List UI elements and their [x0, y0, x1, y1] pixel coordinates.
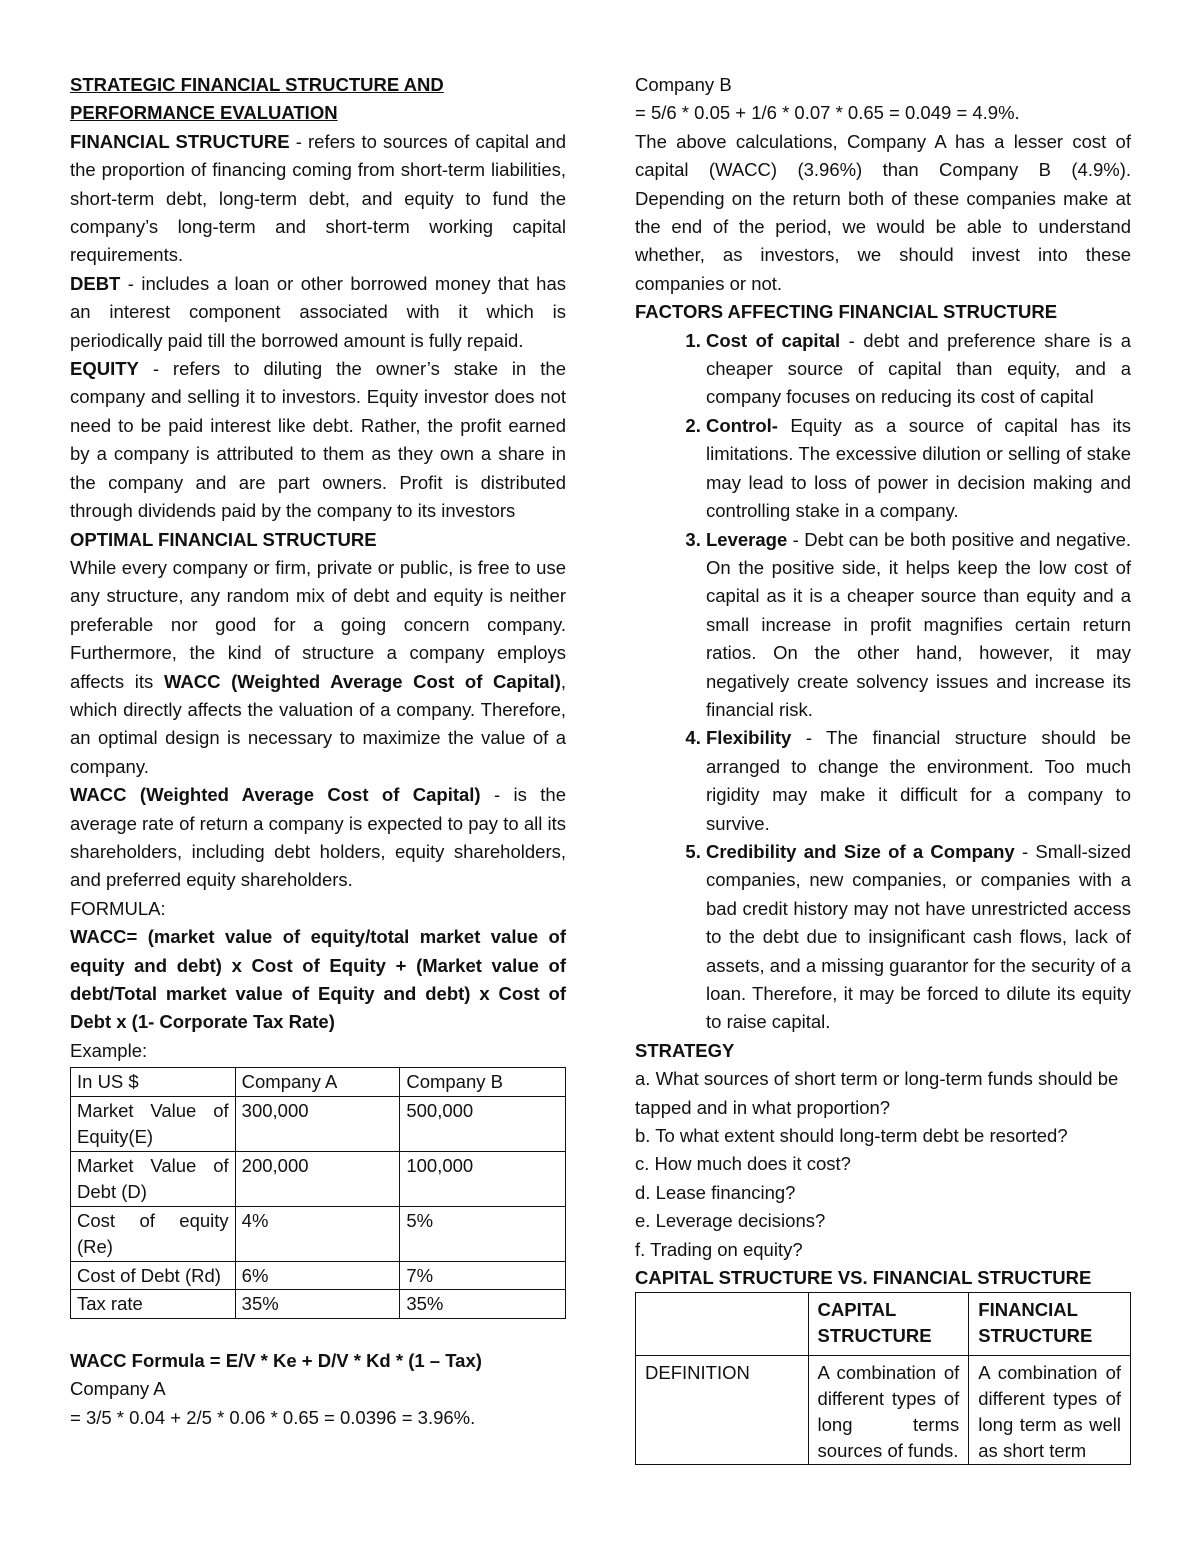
strategy-item: e. Leverage decisions? — [635, 1210, 826, 1232]
table-header-cell: In US $ — [71, 1068, 236, 1097]
strategy-item: a. What sources of short term or long-term funds should be tapped and in what proportion? — [635, 1068, 1119, 1118]
formula-label: FORMULA: — [70, 897, 166, 919]
table-cell: 5% — [400, 1206, 566, 1261]
table-cell: Tax rate — [71, 1290, 236, 1319]
equity-definition — [70, 355, 566, 525]
document-title-line2: PERFORMANCE EVALUATION — [70, 102, 338, 124]
factor-text: - debt and preference share is a cheaper source of capital than equity, and a company focuses on reducing its cost of capital — [706, 329, 1131, 408]
wacc-formula-short: WACC Formula = E/V * Ke + D/V * Kd * (1 – Tax) — [70, 1349, 482, 1371]
table-row — [71, 1261, 566, 1290]
table-cell: DEFINITION — [636, 1356, 809, 1465]
financial-structure-term: FINANCIAL STRUCTURE — [70, 130, 290, 152]
optimal-structure-text-2: , which directly affects the valuation of a company. Therefore, an optimal design is necessary to maximize the value of a company. — [70, 670, 566, 777]
factor-term: Cost of capital — [706, 329, 841, 351]
factor-term: Flexibility — [706, 727, 792, 749]
factors-heading: FACTORS AFFECTING FINANCIAL STRUCTURE — [635, 301, 1058, 323]
table-header-cell — [636, 1293, 809, 1356]
company-a-calculation: = 3/5 * 0.04 + 2/5 * 0.06 * 0.65 = 0.0396 = 3.96%. — [70, 1406, 476, 1428]
strategy-item: c. How much does it cost? — [635, 1153, 851, 1175]
table-cell: 4% — [235, 1206, 400, 1261]
comparison-conclusion: The above calculations, Company A has a lesser cost of capital (WACC) (3.96%) than Company B (4.9%). Depending on the return both of these companies make at the end of the period, we would be able to understand whether, as investors, we should invest into these companies or not. — [635, 130, 1131, 294]
factors-list — [635, 327, 1131, 1037]
table-cell: 7% — [400, 1261, 566, 1290]
factor-term: Leverage — [706, 528, 788, 550]
optimal-structure-paragraph — [70, 554, 566, 781]
table-cell: A combination of different types of long term as well as short term — [969, 1356, 1131, 1465]
company-b-calculation: = 5/6 * 0.05 + 1/6 * 0.07 * 0.65 = 0.049 = 4.9%. — [635, 102, 1020, 124]
table-header-cell: FINANCIAL STRUCTURE — [969, 1293, 1131, 1356]
optimal-structure-text-1: While every company or firm, private or public, is free to use any structure, any random mix of debt and equity is neither preferable nor good for a going concern company. Furthermore, the kind of structure a company employs affects its — [70, 556, 566, 692]
strategy-item: d. Lease financing? — [635, 1181, 796, 1203]
table-cell: 35% — [235, 1290, 400, 1319]
table-cell: 300,000 — [235, 1096, 400, 1151]
optimal-structure-heading: OPTIMAL FINANCIAL STRUCTURE — [70, 528, 377, 550]
table-cell: 200,000 — [235, 1151, 400, 1206]
list-item — [706, 412, 1131, 526]
example-label: Example: — [70, 1039, 148, 1061]
table-row — [71, 1206, 566, 1261]
table-row — [636, 1356, 1131, 1465]
right-column — [635, 71, 1131, 1465]
table-cell: 35% — [400, 1290, 566, 1319]
wacc-text: - is the average rate of return a company is expected to pay to all its shareholders, including debt holders, equity shareholders, and preferred equity shareholders. — [70, 784, 566, 891]
strategy-item: f. Trading on equity? — [635, 1238, 803, 1260]
document-title-line1: STRATEGIC FINANCIAL STRUCTURE AND — [70, 74, 444, 95]
table-header-cell: Company A — [235, 1068, 400, 1097]
table-cell: A combination of different types of long terms sources of funds. — [808, 1356, 969, 1465]
list-item — [706, 724, 1131, 838]
table-header-cell: Company B — [400, 1068, 566, 1097]
table-cell: Cost of Debt (Rd) — [71, 1261, 236, 1290]
table-cell: Cost of equity (Re) — [71, 1206, 236, 1261]
list-item — [706, 526, 1131, 725]
optimal-structure-wacc-bold: WACC (Weighted Average Cost of Capital) — [163, 670, 561, 692]
list-item — [706, 327, 1131, 412]
strategy-item: b. To what extent should long-term debt be resorted? — [635, 1125, 1068, 1147]
table-row — [71, 1151, 566, 1206]
table-cell: 6% — [235, 1261, 400, 1290]
company-b-label: Company B — [635, 74, 732, 95]
factor-text: Equity as a source of capital has its limitations. The excessive dilution or selling of stake may lead to loss of power in decision making and controlling stake in a company. — [706, 414, 1131, 522]
example-table — [70, 1067, 566, 1319]
factor-text: - Debt can be both positive and negative. On the positive side, it helps keep the low cost of capital as it is a cheaper source than equity and a small increase in profit magnifies certain return ratios. On the other hand, however, it may negatively create solvency issues and increase its financial risk. — [706, 528, 1131, 720]
comparison-heading: CAPITAL STRUCTURE VS. FINANCIAL STRUCTURE — [635, 1267, 1092, 1289]
debt-text: - includes a loan or other borrowed money that has an interest component associated with it which is periodically paid till the borrowed amount is fully repaid. — [70, 272, 566, 351]
equity-text: - refers to diluting the owner’s stake in the company and selling it to investors. Equity investor does not need to be paid interest like debt. Rather, the profit earned by a company is attributed to them as they own a share in the company and are part owners. Profit is distributed through dividends paid by the company to its investors — [70, 358, 566, 522]
table-header-row — [71, 1068, 566, 1097]
debt-term: DEBT — [70, 272, 121, 294]
debt-definition — [70, 270, 566, 355]
left-column — [70, 71, 566, 1432]
table-header-cell: CAPITAL STRUCTURE — [808, 1293, 969, 1356]
table-row — [71, 1290, 566, 1319]
table-cell: Market Value of Equity(E) — [71, 1096, 236, 1151]
factor-term: Credibility and Size of a Company — [706, 840, 1015, 862]
factor-text: - The financial structure should be arranged to change the environment. Too much rigidity may make it difficult for a company to survive. — [706, 727, 1131, 834]
table-cell: Market Value of Debt (D) — [71, 1151, 236, 1206]
financial-structure-definition — [70, 128, 566, 270]
equity-term: EQUITY — [70, 358, 139, 380]
table-header-row — [636, 1293, 1131, 1356]
company-a-label: Company A — [70, 1378, 166, 1400]
table-row — [71, 1096, 566, 1151]
strategy-heading: STRATEGY — [635, 1039, 735, 1061]
table-cell: 100,000 — [400, 1151, 566, 1206]
comparison-table — [635, 1292, 1131, 1465]
wacc-term: WACC (Weighted Average Cost of Capital) — [70, 784, 481, 806]
list-item — [706, 838, 1131, 1037]
wacc-formula-long: WACC= (market value of equity/total market value of equity and debt) x Cost of Equity + (Market value of debt/Total market value of Equity and debt) x Cost of Debt x (1- Corporate Tax Rate) — [70, 926, 566, 1033]
factor-text: - Small-sized companies, new companies, or companies with a bad credit history may not have unrestricted access to the debt due to insignificant cash flows, lack of assets, and a missing guarantor for the security of a loan. Therefore, it may be forced to dilute its equity to raise capital. — [706, 840, 1131, 1033]
factor-term: Control- — [706, 414, 778, 436]
table-cell: 500,000 — [400, 1096, 566, 1151]
financial-structure-text: - refers to sources of capital and the proportion of financing coming from short-term liabilities, short-term debt, long-term debt, and equity to fund the company’s long-term and short-term working capital requirements. — [70, 130, 566, 266]
wacc-definition — [70, 781, 566, 895]
